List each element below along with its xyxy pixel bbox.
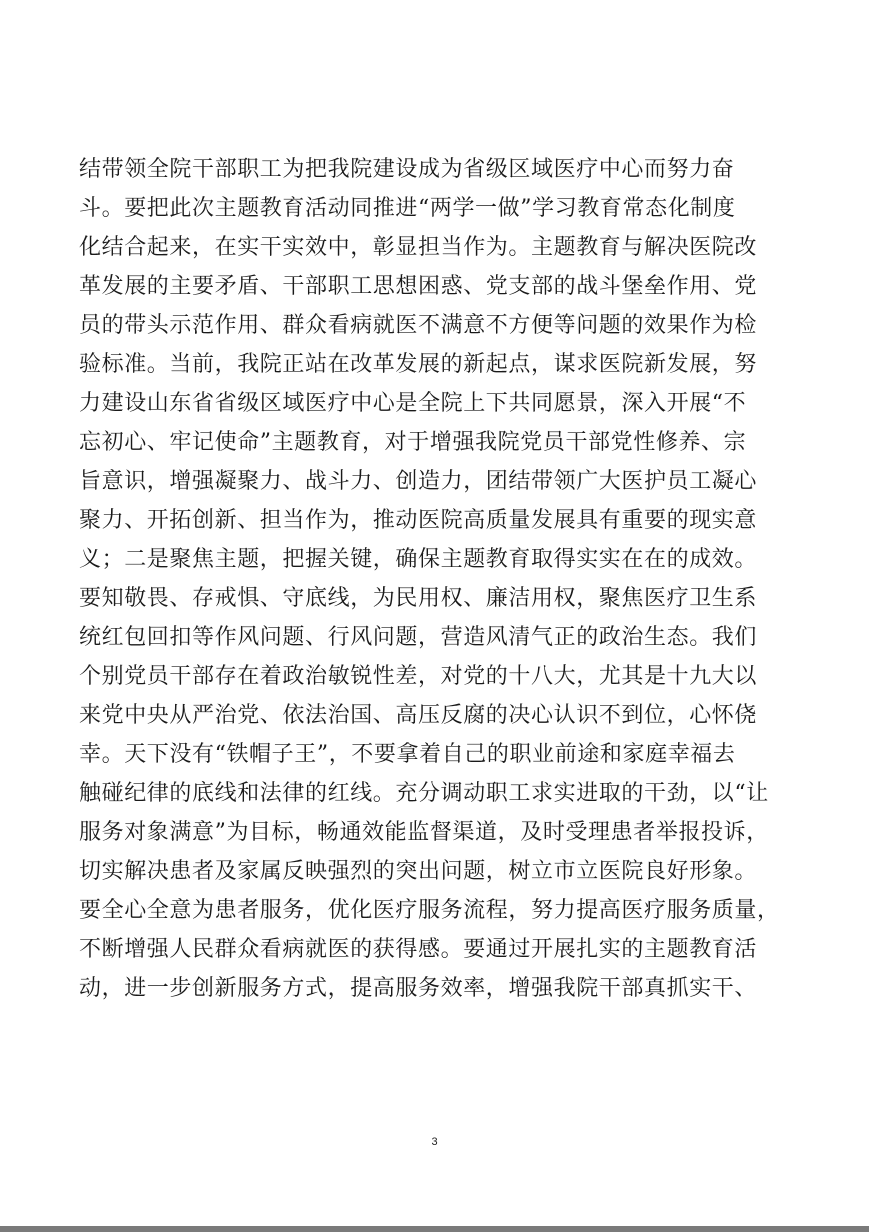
text-line: 验标准。当前，我院正站在改革发展的新起点，谋求医院新发展，努 xyxy=(79,352,758,377)
text-line: 革发展的主要矛盾、干部职工思想困惑、党支部的战斗堡垒作用、党 xyxy=(79,274,758,299)
text-line: 不断增强人民群众看病就医的获得感。要通过开展扎实的主题教育活 xyxy=(79,937,758,962)
text-line: 忘初心、牢记使命”主题教育，对于增强我院党员干部党性修养、宗 xyxy=(79,430,747,455)
text-line: 触碰纪律的底线和法律的红线。充分调动职工求实进取的干劲，以“让 xyxy=(79,781,769,806)
text-line: 要知敬畏、存戒惧、守底线，为民用权、廉洁用权，聚焦医疗卫生系 xyxy=(79,586,758,611)
text-line: 聚力、开拓创新、担当作为，推动医院高质量发展具有重要的现实意 xyxy=(79,508,758,533)
text-line: 斗。要把此次主题教育活动同推进“两学一做”学习教育常态化制度 xyxy=(79,196,736,221)
page-bottom-border xyxy=(0,1226,869,1232)
body-text xyxy=(79,150,791,1008)
text-line: 员的带头示范作用、群众看病就医不满意不方便等问题的效果作为检 xyxy=(79,313,758,338)
text-line: 动，进一步创新服务方式，提高服务效率，增强我院干部真抓实干、 xyxy=(79,976,758,1001)
text-line: 个别党员干部存在着政治敏锐性差，对党的十八大，尤其是十九大以 xyxy=(79,664,758,689)
text-line: 切实解决患者及家属反映强烈的突出问题，树立市立医院良好形象。 xyxy=(79,859,758,884)
text-line: 结带领全院干部职工为把我院建设成为省级区域医疗中心而努力奋 xyxy=(79,157,735,182)
text-line: 来党中央从严治党、依法治国、高压反腐的决心认识不到位，心怀侥 xyxy=(79,703,758,728)
text-line: 义；二是聚焦主题，把握关键，确保主题教育取得实实在在的成效。 xyxy=(79,547,758,572)
text-line: 旨意识，增强凝聚力、战斗力、创造力，团结带领广大医护员工凝心 xyxy=(79,469,758,494)
page-number: 3 xyxy=(431,1136,438,1148)
text-line: 统红包回扣等作风问题、行风问题，营造风清气正的政治生态。我们 xyxy=(79,625,758,650)
text-line: 服务对象满意”为目标，畅通效能监督渠道，及时受理患者举报投诉， xyxy=(79,820,769,845)
text-line: 力建设山东省省级区域医疗中心是全院上下共同愿景，深入开展“不 xyxy=(79,391,747,416)
text-line: 化结合起来，在实干实效中，彰显担当作为。主题教育与解决医院改 xyxy=(79,235,758,260)
text-line: 幸。天下没有“铁帽子王”，不要拿着自己的职业前途和家庭幸福去 xyxy=(79,742,736,767)
text-line: 要全心全意为患者服务，优化医疗服务流程，努力提高医疗服务质量， xyxy=(79,898,780,923)
